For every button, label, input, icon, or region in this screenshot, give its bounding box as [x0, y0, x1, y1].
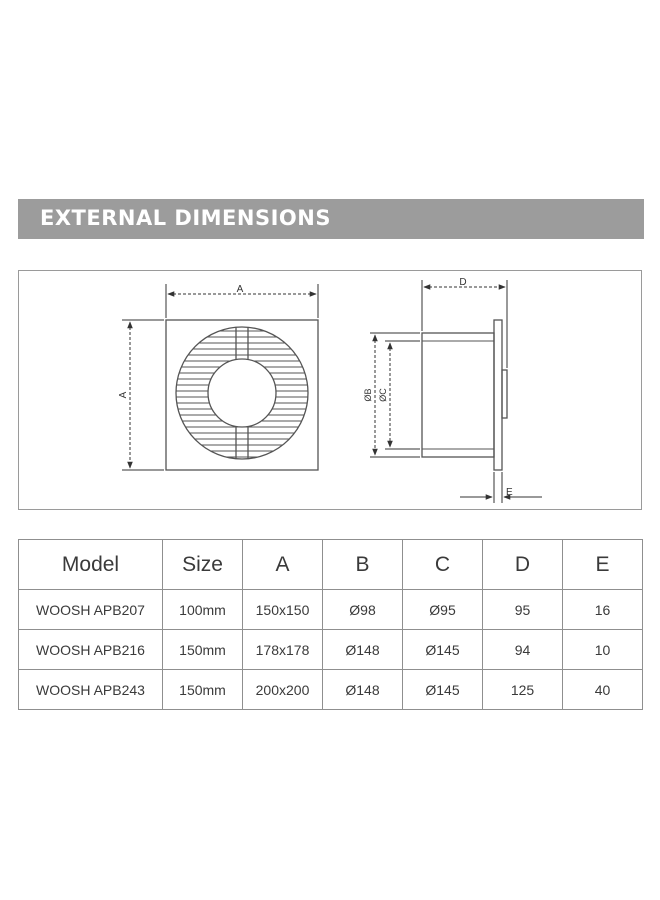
cell-e: 10	[563, 630, 643, 670]
label-e: E	[506, 487, 513, 498]
cell-b: Ø98	[323, 590, 403, 630]
cell-d: 125	[483, 670, 563, 710]
cell-b: Ø148	[323, 670, 403, 710]
cell-e: 40	[563, 670, 643, 710]
cell-c: Ø95	[403, 590, 483, 630]
column-header-e: E	[563, 540, 643, 590]
table-header-row	[19, 540, 643, 590]
column-header-c: C	[403, 540, 483, 590]
column-header-size: Size	[163, 540, 243, 590]
cell-e: 16	[563, 590, 643, 630]
side-view	[422, 320, 507, 470]
dimension-c	[385, 341, 420, 449]
cell-c: Ø145	[403, 670, 483, 710]
side-faceplate	[494, 320, 502, 470]
label-b: ØB	[363, 388, 373, 402]
label-d: D	[459, 277, 467, 288]
grille-center-hub	[208, 359, 276, 427]
table-row	[19, 590, 643, 630]
dimensions-table	[18, 539, 643, 710]
column-header-model: Model	[19, 540, 163, 590]
column-header-d: D	[483, 540, 563, 590]
cell-size: 100mm	[163, 590, 243, 630]
side-grille-profile	[502, 370, 507, 418]
cell-a: 150x150	[243, 590, 323, 630]
cell-b: Ø148	[323, 630, 403, 670]
label-a-top: A	[236, 284, 244, 295]
front-view	[166, 320, 318, 470]
table-row	[19, 630, 643, 670]
table-row	[19, 670, 643, 710]
cell-model: WOOSH APB216	[19, 630, 163, 670]
side-duct-body	[422, 333, 494, 457]
cell-a: 178x178	[243, 630, 323, 670]
label-a-side: A	[118, 391, 129, 399]
cell-a: 200x200	[243, 670, 323, 710]
cell-model: WOOSH APB243	[19, 670, 163, 710]
dimension-e	[460, 472, 542, 503]
cell-model: WOOSH APB207	[19, 590, 163, 630]
column-header-a: A	[243, 540, 323, 590]
cell-d: 94	[483, 630, 563, 670]
section-title: EXTERNAL DIMENSIONS	[40, 206, 331, 230]
cell-size: 150mm	[163, 670, 243, 710]
column-header-b: B	[323, 540, 403, 590]
cell-d: 95	[483, 590, 563, 630]
label-c: ØC	[378, 388, 388, 402]
cell-c: Ø145	[403, 630, 483, 670]
cell-size: 150mm	[163, 630, 243, 670]
